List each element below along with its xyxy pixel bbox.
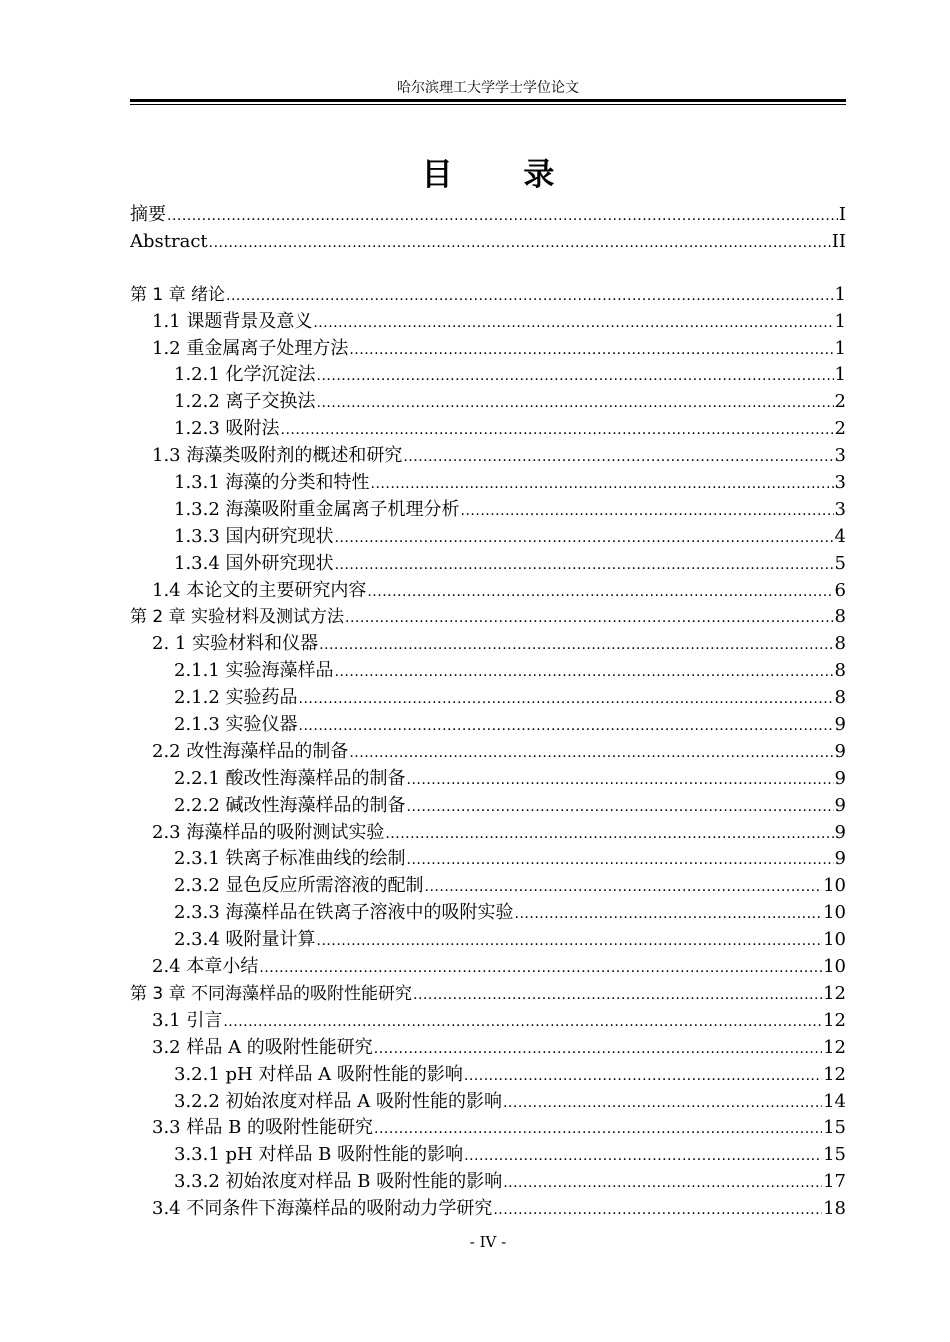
toc-chapter-entry[interactable]	[130, 282, 846, 309]
toc-entry-page: 3	[834, 472, 846, 494]
toc-entry-page: 5	[834, 552, 846, 574]
toc-entry-page: 10	[823, 902, 846, 924]
toc-entry-label: 1.3.2 海藻吸附重金属离子机理分析	[174, 498, 460, 520]
toc-entry-page: 9	[834, 740, 846, 762]
toc-entry-page: 2	[834, 418, 846, 440]
toc-entry-label: 2.4 本章小结	[152, 956, 259, 978]
toc-entry-label: 1.1 课题背景及意义	[152, 310, 313, 332]
toc-entry[interactable]	[130, 712, 846, 739]
toc-dot-leader	[335, 552, 834, 578]
toc-entry-page: 2	[834, 391, 846, 413]
toc-entry-page: 12	[823, 982, 846, 1004]
toc-entry[interactable]	[130, 954, 846, 981]
toc-entry[interactable]	[130, 1142, 846, 1169]
toc-entry[interactable]	[130, 1035, 846, 1062]
toc-entry[interactable]	[130, 1115, 846, 1142]
toc-dot-leader	[493, 1197, 822, 1223]
toc-entry-label: 2.3.2 显色反应所需溶液的配制	[174, 875, 424, 897]
toc-entry[interactable]	[130, 470, 846, 497]
toc-chapter-entry[interactable]	[130, 604, 846, 631]
toc-entry-label: 2.3.4 吸附量计算	[174, 929, 316, 951]
toc-entry[interactable]	[130, 1062, 846, 1089]
toc-entry[interactable]	[130, 229, 846, 256]
toc-entry-label: 2.3.1 铁离子标准曲线的绘制	[174, 848, 406, 870]
toc-entry-page: 12	[823, 1036, 846, 1058]
toc-dot-leader	[425, 874, 823, 900]
toc-entry-page: 9	[834, 794, 846, 816]
toc-entry-page: 10	[823, 956, 846, 978]
toc-dot-leader	[403, 444, 833, 470]
toc-entry-label: 1.2.3 吸附法	[174, 418, 280, 440]
toc-dot-leader	[464, 1063, 822, 1089]
toc-dot-leader	[335, 659, 834, 685]
toc-entry-label: 3.2.1 pH 对样品 A 吸附性能的影响	[174, 1063, 463, 1085]
toc-entry-label: 第 2 章 实验材料及测试方法	[130, 607, 345, 628]
toc-entry-page: 10	[823, 875, 846, 897]
toc-entry-label: 3.1 引言	[152, 1009, 223, 1031]
toc-entry-label: 1.3.3 国内研究现状	[174, 525, 334, 547]
toc-entry[interactable]	[130, 1196, 846, 1223]
toc-entry[interactable]	[130, 309, 846, 336]
page-title: 目 录	[421, 157, 585, 193]
toc-dot-leader	[317, 928, 823, 954]
toc-entry-label: 3.2.2 初始浓度对样品 A 吸附性能的影响	[174, 1090, 502, 1112]
toc-entry-page: 18	[823, 1198, 846, 1220]
toc-dot-leader	[374, 1116, 822, 1142]
toc-entry[interactable]	[130, 793, 846, 820]
toc-entry-label: 2.2 改性海藻样品的制备	[152, 740, 349, 762]
toc-entry[interactable]	[130, 658, 846, 685]
toc-entry-label: 2.1.3 实验仪器	[174, 714, 298, 736]
toc-entry-page: 6	[834, 579, 846, 601]
toc-entry[interactable]	[130, 820, 846, 847]
toc-entry[interactable]	[130, 1169, 846, 1196]
toc-entry-label: 1.3 海藻类吸附剂的概述和研究	[152, 445, 403, 467]
toc-entry-page: 15	[823, 1117, 846, 1139]
header-rule-thick	[130, 99, 846, 102]
toc-dot-leader	[464, 1143, 822, 1169]
toc-dot-leader	[515, 901, 823, 927]
toc-entry-label: 3.3.2 初始浓度对样品 B 吸附性能的影响	[174, 1171, 503, 1193]
toc-entry[interactable]	[130, 900, 846, 927]
toc-entry-label: 1.2 重金属离子处理方法	[152, 337, 349, 359]
toc-entry[interactable]	[130, 739, 846, 766]
toc-entry[interactable]	[130, 362, 846, 389]
toc-entry-label: 1.3.4 国外研究现状	[174, 552, 334, 574]
toc-entry-label: 2.1.2 实验药品	[174, 687, 298, 709]
toc-dot-leader	[407, 847, 834, 873]
toc-entry-label: 3.3 样品 B 的吸附性能研究	[152, 1117, 374, 1139]
toc-entry[interactable]	[130, 846, 846, 873]
toc-entry[interactable]	[130, 685, 846, 712]
toc-entry[interactable]	[130, 578, 846, 605]
toc-entry[interactable]	[130, 1008, 846, 1035]
toc-entry-label: 第 3 章 不同海藻样品的吸附性能研究	[130, 983, 413, 1004]
toc-entry-page: 14	[823, 1090, 846, 1112]
toc-entry-page: 1	[834, 283, 846, 305]
toc-dot-leader	[349, 740, 833, 766]
toc-dot-leader	[413, 982, 822, 1008]
toc-entry-page: 9	[834, 714, 846, 736]
toc-entry-label: 1.3.1 海藻的分类和特性	[174, 472, 370, 494]
toc-entry-page: 1	[834, 310, 846, 332]
toc-entry-page: 1	[834, 337, 846, 359]
toc-entry-label: 2.1.1 实验海藻样品	[174, 660, 334, 682]
toc-entry[interactable]	[130, 202, 846, 229]
toc-chapter-entry[interactable]	[130, 981, 846, 1008]
toc-dot-leader	[313, 310, 833, 336]
toc-entry-page: 4	[834, 525, 846, 547]
toc-entry[interactable]	[130, 551, 846, 578]
toc-entry-page: 12	[823, 1009, 846, 1031]
table-of-contents	[130, 202, 846, 1223]
toc-entry[interactable]	[130, 631, 846, 658]
toc-entry-page: 17	[823, 1171, 846, 1193]
toc-dot-leader	[461, 498, 834, 524]
toc-entry-page: 12	[823, 1063, 846, 1085]
toc-entry[interactable]	[130, 524, 846, 551]
toc-entry-label: 3.2 样品 A 的吸附性能研究	[152, 1036, 373, 1058]
toc-dot-leader	[299, 686, 834, 712]
toc-entry-page: 9	[834, 821, 846, 843]
toc-entry[interactable]	[130, 927, 846, 954]
toc-dot-leader	[319, 632, 833, 658]
toc-entry-page: 15	[823, 1144, 846, 1166]
toc-dot-leader	[259, 955, 822, 981]
toc-dot-leader	[503, 1170, 822, 1196]
toc-dot-leader	[226, 283, 834, 309]
toc-dot-leader	[299, 713, 834, 739]
toc-entry-page: 8	[834, 687, 846, 709]
toc-entry-label: 2.3 海藻样品的吸附测试实验	[152, 821, 385, 843]
toc-entry-label: 1.2.2 离子交换法	[174, 391, 316, 413]
toc-dot-leader	[281, 417, 834, 443]
toc-entry-label: 3.4 不同条件下海藻样品的吸附动力学研究	[152, 1198, 493, 1220]
toc-entry-label: 2.2.2 碱改性海藻样品的制备	[174, 794, 406, 816]
toc-entry-label: 1.2.1 化学沉淀法	[174, 364, 316, 386]
toc-entry[interactable]	[130, 497, 846, 524]
toc-entry-page: 3	[834, 498, 846, 520]
toc-entry[interactable]	[130, 336, 846, 363]
toc-entry-label: 2.3.3 海藻样品在铁离子溶液中的吸附实验	[174, 902, 514, 924]
header-title: 哈尔滨理工大学学士学位论文	[397, 80, 579, 96]
toc-entry[interactable]	[130, 873, 846, 900]
toc-dot-leader	[223, 1009, 822, 1035]
toc-entry-page: 10	[823, 929, 846, 951]
toc-entry-label: 2. 1 实验材料和仪器	[152, 633, 319, 655]
toc-dot-leader	[209, 230, 831, 256]
toc-dot-leader	[367, 579, 833, 605]
toc-dot-leader	[385, 821, 833, 847]
toc-entry-label: 3.3.1 pH 对样品 B 吸附性能的影响	[174, 1144, 464, 1166]
toc-dot-leader	[374, 1036, 822, 1062]
toc-entry-label: 摘要	[130, 204, 166, 225]
toc-dot-leader	[503, 1090, 822, 1116]
toc-entry-label: 第 1 章 绪论	[130, 284, 226, 305]
toc-dot-leader	[349, 337, 833, 363]
toc-dot-leader	[317, 390, 834, 416]
toc-entry[interactable]	[130, 1089, 846, 1116]
toc-entry-page: 3	[834, 445, 846, 467]
toc-dot-leader	[345, 605, 834, 631]
toc-dot-leader	[335, 525, 834, 551]
toc-entry-page: 1	[834, 364, 846, 386]
toc-dot-leader	[407, 794, 834, 820]
toc-dot-leader	[167, 203, 838, 229]
page-number: - IV -	[469, 1233, 507, 1251]
toc-entry-label: 1.4 本论文的主要研究内容	[152, 579, 367, 601]
header-rule-thin	[130, 104, 846, 105]
toc-entry-page: 8	[834, 606, 846, 628]
toc-entry[interactable]	[130, 766, 846, 793]
toc-dot-leader	[407, 767, 834, 793]
toc-entry[interactable]	[130, 389, 846, 416]
toc-entry-page: I	[838, 204, 846, 225]
toc-entry-page: 8	[834, 660, 846, 682]
toc-entry-page: 9	[834, 848, 846, 870]
toc-dot-leader	[371, 471, 834, 497]
toc-entry-label: Abstract	[130, 230, 208, 252]
toc-entry-page: II	[831, 230, 846, 252]
toc-entry-page: 8	[834, 633, 846, 655]
toc-entry-page: 9	[834, 767, 846, 789]
toc-entry[interactable]	[130, 443, 846, 470]
toc-entry[interactable]	[130, 416, 846, 443]
toc-entry-label: 2.2.1 酸改性海藻样品的制备	[174, 767, 406, 789]
toc-dot-leader	[317, 363, 834, 389]
